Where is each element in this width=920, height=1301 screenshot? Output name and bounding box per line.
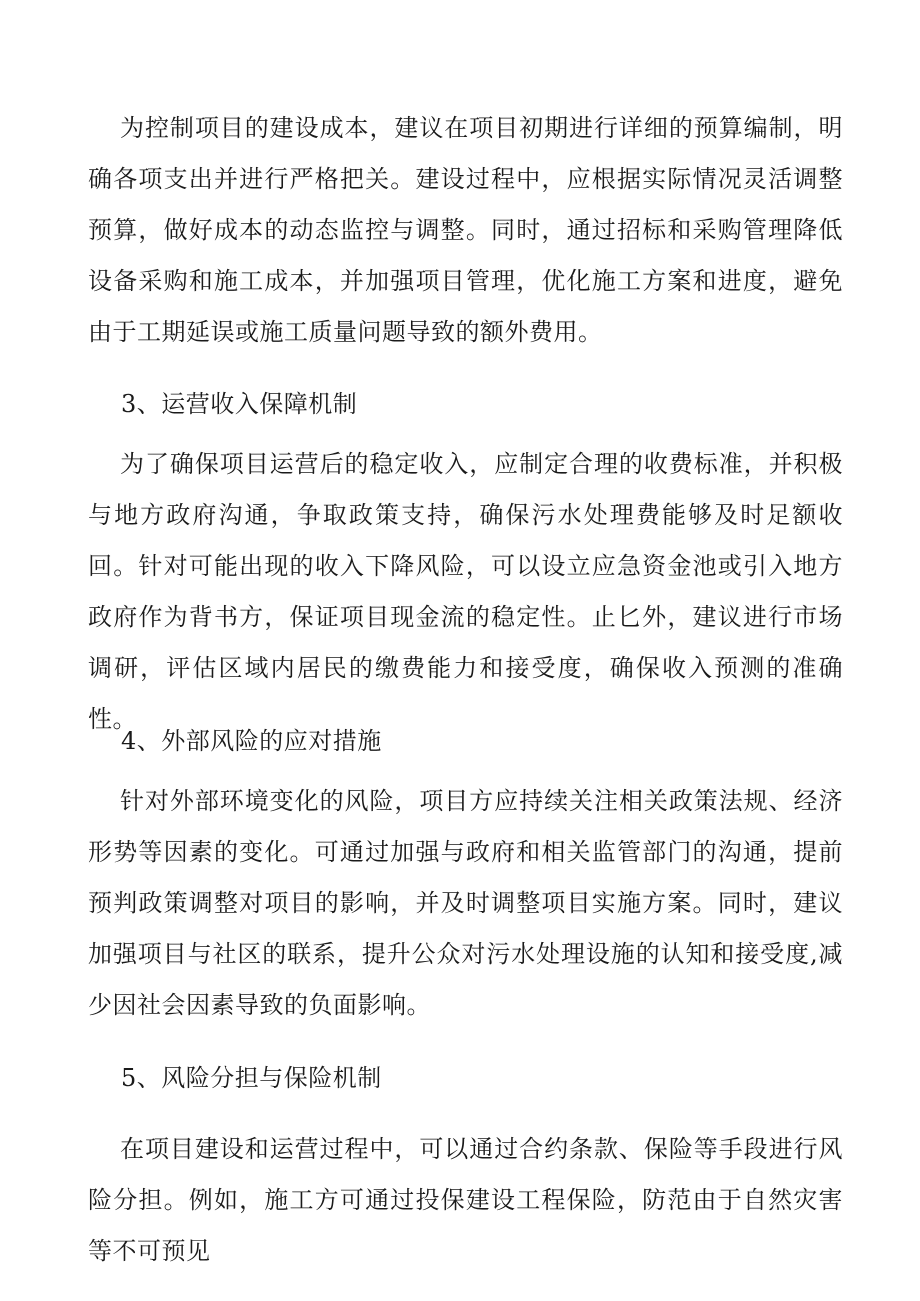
section-heading-external-risk: 4、外部风险的应对措施 xyxy=(121,727,382,755)
paragraph-revenue-guarantee: 为了确保项目运营后的稳定收入，应制定合理的收费标准，并积极与地方政府沟通，争取政策支持，确保污水处理费能够及时足额收回。针对可能出现的收入下降风险，可以设立应急资金池或引入地方政府作为背书方，保证项目现金流的稳定性。止匕外，建议进行市场调研，评估区域内居民的缴费能力和接受度，确保收入预测的准确性。 xyxy=(88,450,843,733)
paragraph-external-risk: 针对外部环境变化的风险，项目方应持续关注相关政策法规、经济形势等因素的变化。可通过加强与政府和相关监管部门的沟通，提前预判政策调整对项目的影响，并及时调整项目实施方案。同时，建议加强项目与社区的联系，提升公众对污水处理设施的认知和接受度,减少因社会因素导致的负面影响。 xyxy=(88,787,843,1019)
paragraph-risk-sharing: 在项目建设和运营过程中，可以通过合约条款、保险等手段进行风险分担。例如，施工方可通过投保建设工程保险，防范由于自然灾害等不可预见 xyxy=(88,1135,843,1265)
paragraph-cost-control: 为控制项目的建设成本，建议在项目初期进行详细的预算编制，明确各项支出并进行严格把关。建设过程中，应根据实际情况灵活调整预算，做好成本的动态监控与调整。同时，通过招标和采购管理降低设备采购和施工成本，并加强项目管理，优化施工方案和进度，避免由于工期延误或施工质量问题导致的额外费用。 xyxy=(88,114,843,346)
section-heading-risk-sharing: 5、风险分担与保险机制 xyxy=(121,1064,382,1092)
section-heading-revenue-guarantee: 3、运营收入保障机制 xyxy=(121,390,358,418)
